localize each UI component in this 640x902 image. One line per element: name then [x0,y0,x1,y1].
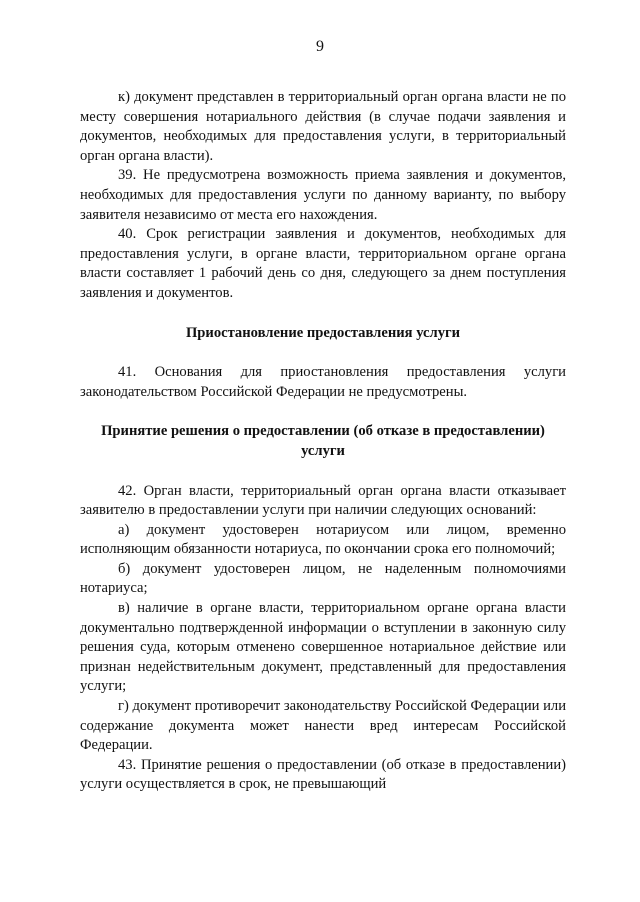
paragraph-42-v: в) наличие в органе власти, территориальном органе органа власти документально подтвержденной информации о вступлении в законную силу решения суда, которым отменено совершенное нотариальное действие или признан недействительным документ, представленный для предоставления услуги; [80,600,566,695]
paragraph-41: 41. Основания для приостановления предоставления услуги законодательством Российской Федерации не предусмотрены. [80,364,566,400]
paragraph-42: 42. Орган власти, территориальный орган органа власти отказывает заявителю в предоставлении услуги при наличии следующих оснований: [80,482,566,519]
paragraph-k: к) документ представлен в территориальный орган органа власти не по месту совершения нотариального действия (в случае подачи заявления и документов, необходимых для предоставления услуги, в территориальный орган органа власти). [80,89,566,164]
heading-suspension: Приостановление предоставления услуги [185,324,461,341]
paragraph-43: 43. Принятие решения о предоставлении (об отказе в предоставлении) услуги осуществляется в срок, не превышающий [80,756,566,793]
heading-decision: Принятие решения о предоставлении (об отказе в предоставлении) услуги [101,423,545,459]
paragraph-40: 40. Срок регистрации заявления и документов, необходимых для предоставления услуги, в органе власти, территориальном органе органа власти составляет 1 рабочий день со дня, следующего за днем поступления заявления и документов. [80,226,566,301]
paragraph-42-b: б) документ удостоверен лицом, не наделенным полномочиями нотариуса; [80,560,566,597]
paragraph-42-a: а) документ удостоверен нотариусом или лицом, временно исполняющим обязанности нотариуса, по окончании срока его полномочий; [80,521,566,558]
document-body [80,88,566,795]
page-number: 9 [316,38,324,55]
paragraph-39: 39. Не предусмотрена возможность приема заявления и документов, необходимых для предоставления услуги по данному варианту, по выбору заявителя независимо от места его нахождения. [80,167,566,223]
paragraph-42-g: г) документ противоречит законодательству Российской Федерации или содержание документа может нанести вред интересам Российской Федерации. [80,698,566,754]
